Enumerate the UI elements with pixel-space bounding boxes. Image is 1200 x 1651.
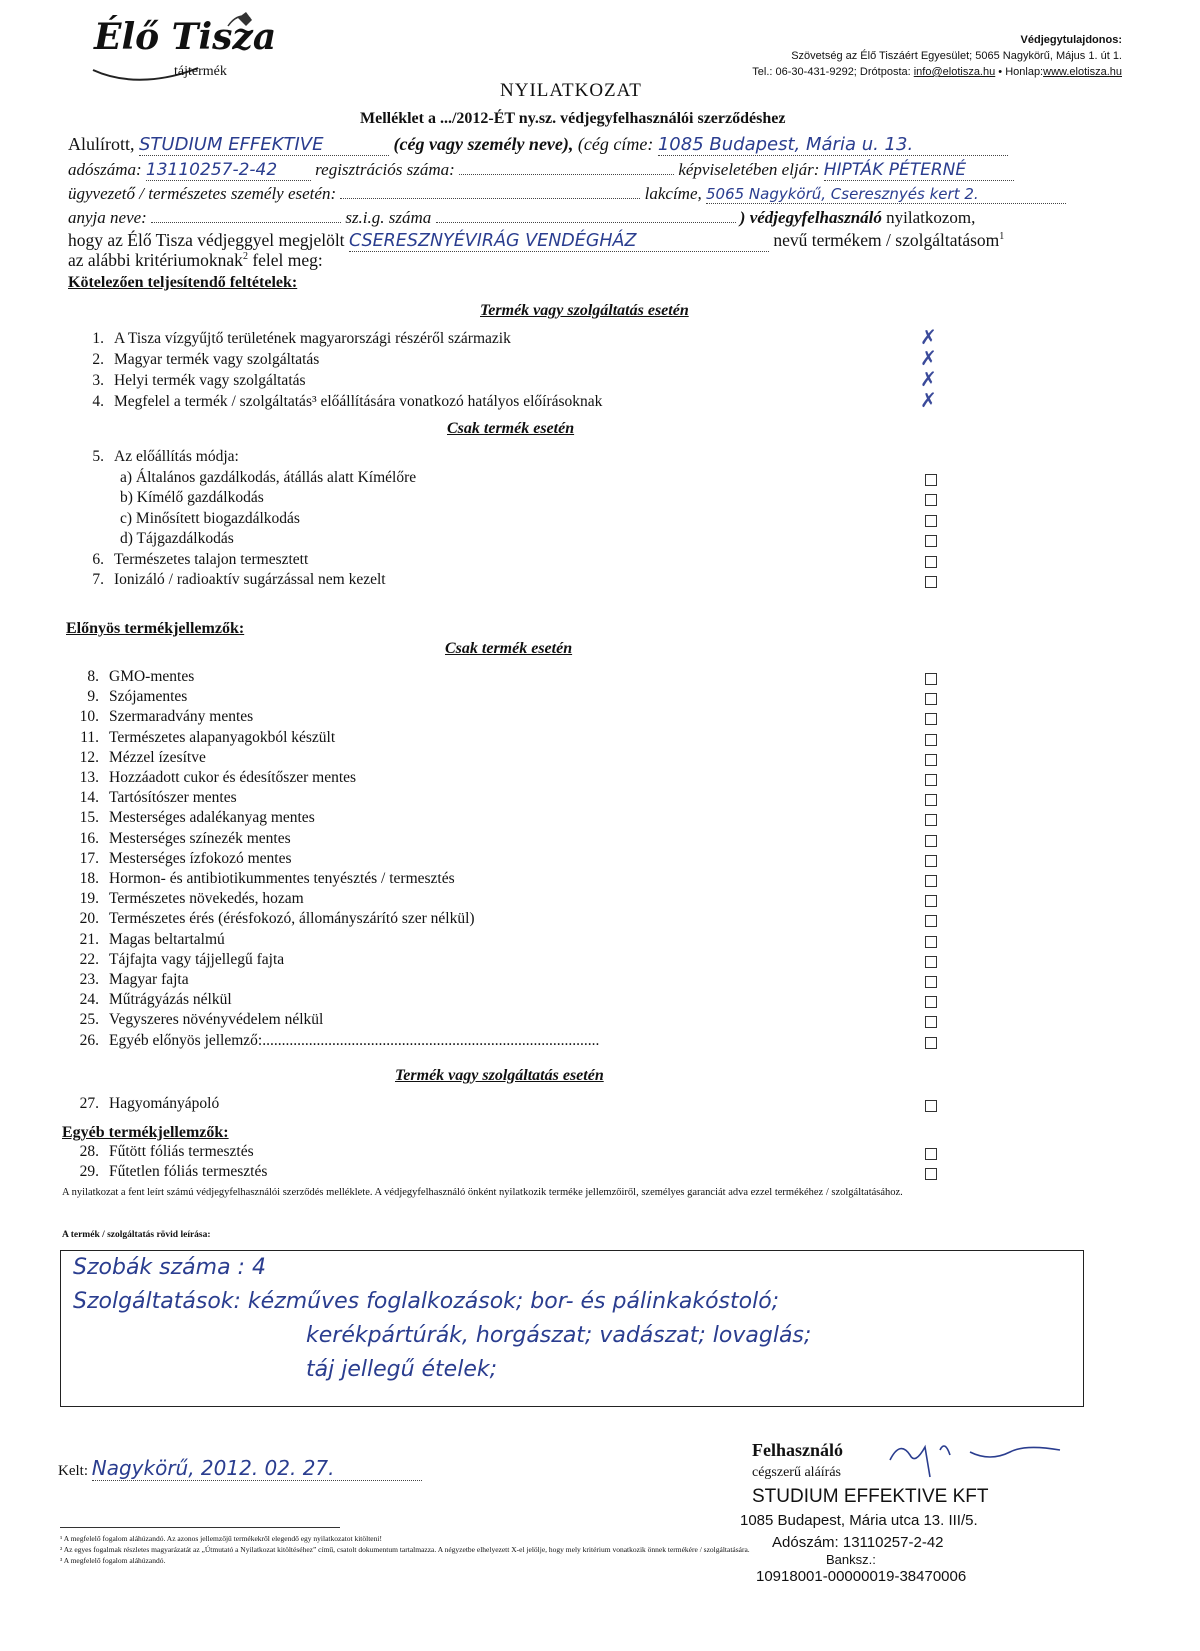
section-other: Egyéb termékjellemzők: <box>62 1124 229 1141</box>
criterion-row <box>55 971 189 989</box>
criterion-number: 22. <box>79 950 99 968</box>
criterion-number: 9. <box>87 688 99 706</box>
decl-line-1 <box>68 134 1008 156</box>
criterion-text: Mesterséges színezék mentes <box>109 829 291 847</box>
criterion-row <box>55 870 455 888</box>
decl-label: az alábbi kritériumoknak <box>68 250 243 270</box>
decl-line-5 <box>68 230 1004 252</box>
criterion-row <box>60 489 264 507</box>
criterion-row <box>55 809 315 827</box>
criterion-checkbox[interactable] <box>925 774 937 786</box>
criterion-row <box>60 469 416 487</box>
tax-number-field[interactable]: 13110257-2-42 <box>146 160 311 181</box>
criterion-number: 8. <box>87 668 99 685</box>
criterion-text: A Tisza vízgyűjtő területének magyarországi részéről származik <box>114 330 511 347</box>
footnote-3: ³ A megfelelő fogalom aláhúzandó. <box>60 1556 166 1565</box>
criterion-row <box>55 769 356 787</box>
decl-label: (cég címe: <box>577 134 654 154</box>
decl-label: lakcíme, <box>644 184 702 203</box>
criterion-row <box>55 910 475 928</box>
manager-field[interactable] <box>340 198 640 199</box>
residence-field[interactable]: 5065 Nagykörű, Cseresznyés kert 2. <box>706 185 1066 204</box>
criterion-text: Szermaradvány mentes <box>109 708 254 726</box>
criterion-number: 16. <box>79 829 99 847</box>
criterion-row <box>55 729 335 747</box>
footnote-1: ¹ A megfelelő fogalom aláhúzandó. Az azonos jellemzőjű termékekről elegendő egy nyilatkozatot kitölteni! <box>60 1534 382 1543</box>
criterion-checkbox[interactable] <box>925 1016 937 1028</box>
decl-label: ) védjegyfelhasználó <box>739 208 882 227</box>
page-subtitle: Melléklet a .../2012-ÉT ny.sz. védjegyfelhasználói szerződéshez <box>360 110 786 127</box>
criterion-number: 15. <box>79 809 99 827</box>
criterion-row <box>60 510 300 528</box>
criterion-text: Fűtött fóliás termesztés <box>109 1143 254 1160</box>
owner-web-label: • Honlap: <box>995 66 1044 78</box>
footnote-divider <box>60 1527 340 1528</box>
logo <box>88 8 277 86</box>
criterion-row <box>55 789 237 807</box>
criterion-row <box>55 830 291 848</box>
criterion-checkbox[interactable] <box>925 474 937 486</box>
criterion-number: 7. <box>92 571 104 588</box>
owner-web-link[interactable]: www.elotisza.hu <box>1043 66 1122 78</box>
representative-field[interactable]: HIPTÁK PÉTERNÉ <box>824 160 1014 181</box>
criterion-number: 26. <box>79 1031 99 1049</box>
description-line-3: kerékpártúrák, horgászat; vadászat; lovaglás; <box>306 1323 812 1348</box>
criterion-text: Hagyományápoló <box>109 1095 220 1112</box>
criterion-checkbox[interactable] <box>925 814 937 826</box>
criterion-row <box>55 850 292 868</box>
section-mandatory: Kötelezően teljesítendő feltételek: <box>68 274 298 291</box>
date-field[interactable]: Nagykörű, 2012. 02. 27. <box>92 1456 422 1481</box>
criterion-text: Természetes alapanyagokból készült <box>109 728 336 746</box>
date-row <box>58 1456 422 1481</box>
criterion-row <box>55 708 253 726</box>
criterion-number: 18. <box>79 870 99 887</box>
criterion-row <box>60 330 511 348</box>
criterion-text: Magyar termék vagy szolgáltatás <box>114 351 320 368</box>
decl-label: felel meg: <box>252 250 323 270</box>
owner-contact <box>752 66 1122 78</box>
criterion-text: c) Minősített biogazdálkodás <box>120 509 300 527</box>
criterion-number: 28. <box>79 1143 99 1160</box>
stamp-tax: Adószám: 13110257-2-42 <box>772 1534 944 1551</box>
criterion-row <box>55 1143 254 1161</box>
decl-line-6 <box>68 250 323 271</box>
criterion-text: Vegyszeres növényvédelem nélkül <box>109 1011 324 1029</box>
owner-address: Szövetség az Élő Tiszáért Egyesület; 5065 Nagykörű, Május 1. út 1. <box>791 50 1122 62</box>
page-title: NYILATKOZAT <box>500 80 642 101</box>
description-line-4: táj jellegű ételek; <box>306 1357 498 1382</box>
criterion-text: Mesterséges ízfokozó mentes <box>109 849 292 867</box>
criterion-checkbox[interactable] <box>925 875 937 887</box>
decl-label: anyja neve: <box>68 208 147 227</box>
criterion-checkbox[interactable] <box>925 976 937 988</box>
criterion-row <box>55 1095 219 1113</box>
owner-tel: Tel.: 06-30-431-9292; Drótposta: <box>752 66 914 78</box>
footnote-ref: 2 <box>242 251 248 263</box>
declaration-note: A nyilatkozat a fent leírt számú védjegyfelhasználói szerződés melléklete. A védjegyfelhasználó önként nyilatkozik terméke jellemzőiről, személyes garanciát adva ezzel termékéhez / szolgáltatásához. <box>62 1187 903 1198</box>
criterion-number: 1. <box>92 330 104 347</box>
criterion-number: 11. <box>80 728 99 746</box>
registration-number-field[interactable] <box>459 174 674 175</box>
logo-subtext: tájtermék <box>174 64 227 79</box>
criterion-text: Magyar fajta <box>109 971 189 988</box>
criterion-number: 24. <box>79 991 99 1009</box>
criterion-checkmark[interactable]: ✗ <box>920 325 937 349</box>
criterion-text: Az előállítás módja: <box>114 448 239 465</box>
decl-line-4 <box>68 208 975 228</box>
criterion-number: 23. <box>79 971 99 988</box>
criterion-checkbox[interactable] <box>925 673 937 685</box>
criterion-text: Műtrágyázás nélkül <box>109 991 232 1009</box>
signature-scribble <box>880 1430 1070 1480</box>
criterion-row <box>55 890 304 908</box>
criterion-text: Helyi termék vagy szolgáltatás <box>114 372 306 389</box>
criterion-text: a) Általános gazdálkodás, átállás alatt Kímélőre <box>120 468 417 486</box>
subheading-product-only: Csak termék esetén <box>447 420 575 437</box>
criterion-text: d) Tájgazdálkodás <box>120 530 234 547</box>
criterion-text: b) Kímélő gazdálkodás <box>120 489 264 506</box>
criterion-number: 29. <box>79 1163 99 1180</box>
id-number-field[interactable] <box>436 222 736 223</box>
criterion-text: Hormon- és antibiotikummentes tenyésztés / termesztés <box>109 870 455 887</box>
criterion-checkbox[interactable] <box>925 713 937 725</box>
criterion-row <box>55 991 232 1009</box>
criterion-number: 3. <box>92 372 104 389</box>
criterion-text: Tájfajta vagy tájjellegű fajta <box>109 950 285 968</box>
criterion-number: 21. <box>79 930 99 948</box>
criterion-checkbox[interactable] <box>925 895 937 907</box>
criterion-checkbox[interactable] <box>925 515 937 527</box>
stamp-account: 10918001-00000019-38470006 <box>756 1568 967 1585</box>
signature-label: cégszerű aláírás <box>752 1465 841 1480</box>
section-advantageous: Előnyös termékjellemzők: <box>66 620 245 637</box>
criterion-number: 5. <box>92 448 104 465</box>
stamp-company: STUDIUM EFFEKTIVE KFT <box>752 1486 989 1507</box>
criterion-row <box>55 1032 599 1050</box>
criterion-checkbox[interactable] <box>925 1100 937 1112</box>
criterion-checkbox[interactable] <box>925 556 937 568</box>
criterion-row <box>55 668 194 686</box>
criterion-checkbox[interactable] <box>925 754 937 766</box>
footnote-ref: 1 <box>999 231 1005 243</box>
criterion-text: GMO-mentes <box>109 668 195 685</box>
criterion-checkmark[interactable]: ✗ <box>920 388 937 412</box>
footnote-2: ² Az egyes fogalmak részletes magyarázatát az „Útmutató a Nyilatkozat kitöltéséhez” című, csatolt dokumentum tartalmazza. A négyzetbe elhelyezett X-el jelölje, hogy mely kritérium vonatkozik önnek termékére / szolgáltatására. <box>60 1545 750 1554</box>
criterion-text: Egyéb előnyös jellemző:....................................................................................... <box>109 1031 600 1049</box>
criterion-row <box>55 951 284 969</box>
criterion-row <box>60 551 308 569</box>
description-label: A termék / szolgáltatás rövid leírása: <box>62 1230 211 1240</box>
decl-line-3 <box>68 184 1066 204</box>
criterion-number: 13. <box>79 769 99 786</box>
criterion-row <box>55 688 187 706</box>
criterion-checkmark[interactable]: ✗ <box>920 367 937 391</box>
criterion-text: Szójamentes <box>109 688 188 706</box>
decl-label: Alulírott, <box>68 134 135 154</box>
mother-name-field[interactable] <box>151 222 341 223</box>
criterion-text: Tartósítószer mentes <box>109 789 237 807</box>
decl-label: adószáma: <box>68 160 142 179</box>
decl-label: ügyvezető / természetes személy esetén: <box>68 184 337 203</box>
criterion-row <box>55 931 225 949</box>
criterion-row <box>60 393 602 411</box>
criterion-checkbox[interactable] <box>925 1037 937 1049</box>
subheading-prod-or-service: Termék vagy szolgáltatás esetén <box>480 302 689 319</box>
criterion-checkbox[interactable] <box>925 855 937 867</box>
criterion-number: 20. <box>79 910 99 928</box>
criterion-checkbox[interactable] <box>925 936 937 948</box>
criterion-checkmark[interactable]: ✗ <box>920 346 937 370</box>
decl-label: regisztrációs száma: <box>315 160 455 179</box>
date-label: Kelt: <box>58 1463 88 1479</box>
user-label: Felhasználó <box>752 1440 844 1460</box>
criterion-number: 2. <box>92 351 104 368</box>
criterion-number: 6. <box>92 550 104 568</box>
decl-label: sz.i.g. száma <box>345 208 432 227</box>
criterion-number: 19. <box>79 890 99 908</box>
criterion-text: Hozzáadott cukor és édesítőszer mentes <box>109 769 357 786</box>
decl-label: képviseletében eljár: <box>678 160 820 179</box>
subheading-product-only-2: Csak termék esetén <box>445 640 573 657</box>
criterion-checkbox[interactable] <box>925 835 937 847</box>
criterion-checkbox[interactable] <box>925 693 937 705</box>
decl-label: nevű termékem / szolgáltatásom <box>773 230 1000 250</box>
criterion-number: 25. <box>79 1011 99 1029</box>
product-name-field[interactable]: CSERESZNYÉVIRÁG VENDÉGHÁZ <box>349 231 769 252</box>
criterion-text: Magas beltartalmú <box>109 930 225 948</box>
criterion-row <box>60 351 319 369</box>
criterion-number: 14. <box>79 789 99 807</box>
decl-label: nyilatkozom, <box>886 208 976 227</box>
description-box[interactable] <box>60 1250 1084 1407</box>
criterion-checkbox[interactable] <box>925 1148 937 1160</box>
stamp-address: 1085 Budapest, Mária utca 13. III/5. <box>740 1512 978 1529</box>
criterion-number: 4. <box>92 393 104 410</box>
criterion-number: 12. <box>79 748 99 766</box>
criterion-checkbox[interactable] <box>925 915 937 927</box>
owner-label: Védjegytulajdonos: <box>1020 34 1122 46</box>
criterion-row <box>60 530 234 548</box>
owner-email-link[interactable]: info@elotisza.hu <box>913 66 996 78</box>
criterion-row <box>60 448 239 466</box>
criterion-checkbox[interactable] <box>925 734 937 746</box>
criterion-row <box>55 1163 267 1181</box>
criterion-checkbox[interactable] <box>925 535 937 547</box>
criterion-checkbox[interactable] <box>925 1168 937 1180</box>
criterion-checkbox[interactable] <box>925 956 937 968</box>
criterion-number: 10. <box>79 708 99 726</box>
criterion-text: Mesterséges adalékanyag mentes <box>109 809 315 827</box>
criterion-checkbox[interactable] <box>925 494 937 506</box>
criterion-row <box>60 571 386 589</box>
criterion-checkbox[interactable] <box>925 576 937 588</box>
description-line-2: Szolgáltatások: kézműves foglalkozások; bor- és pálinkakóstoló; <box>73 1289 780 1314</box>
decl-label: hogy az Élő Tisza védjeggyel megjelölt <box>68 230 345 250</box>
logo-text: Élő Tisza <box>94 16 277 58</box>
description-line-1: Szobák száma : 4 <box>73 1255 266 1280</box>
criterion-number: 17. <box>79 849 99 867</box>
decl-line-2 <box>68 160 1014 181</box>
criterion-text: Természetes érés (érésfokozó, állományszárító szer nélkül) <box>109 910 475 928</box>
company-address-field[interactable]: 1085 Budapest, Mária u. 13. <box>658 134 1008 156</box>
company-name-field[interactable]: STUDIUM EFFEKTIVE <box>139 134 389 156</box>
criterion-text: Mézzel ízesítve <box>109 748 206 766</box>
stamp-bank: Banksz.: <box>826 1552 876 1567</box>
criterion-row <box>55 1011 323 1029</box>
criterion-row <box>55 749 206 767</box>
criterion-text: Fűtetlen fóliás termesztés <box>109 1163 268 1180</box>
criterion-text: Természetes talajon termesztett <box>114 550 309 568</box>
criterion-text: Megfelel a termék / szolgáltatás³ előállítására vonatkozó hatályos előírásoknak <box>114 393 603 410</box>
criterion-checkbox[interactable] <box>925 794 937 806</box>
criterion-text: Ionizáló / radioaktív sugárzással nem kezelt <box>114 571 386 588</box>
subheading-prod-or-service-2: Termék vagy szolgáltatás esetén <box>395 1067 604 1084</box>
criterion-row <box>60 372 306 390</box>
criterion-number: 27. <box>79 1095 99 1112</box>
decl-label: (cég vagy személy neve), <box>393 134 574 154</box>
criterion-text: Természetes növekedés, hozam <box>109 890 304 908</box>
criterion-checkbox[interactable] <box>925 996 937 1008</box>
